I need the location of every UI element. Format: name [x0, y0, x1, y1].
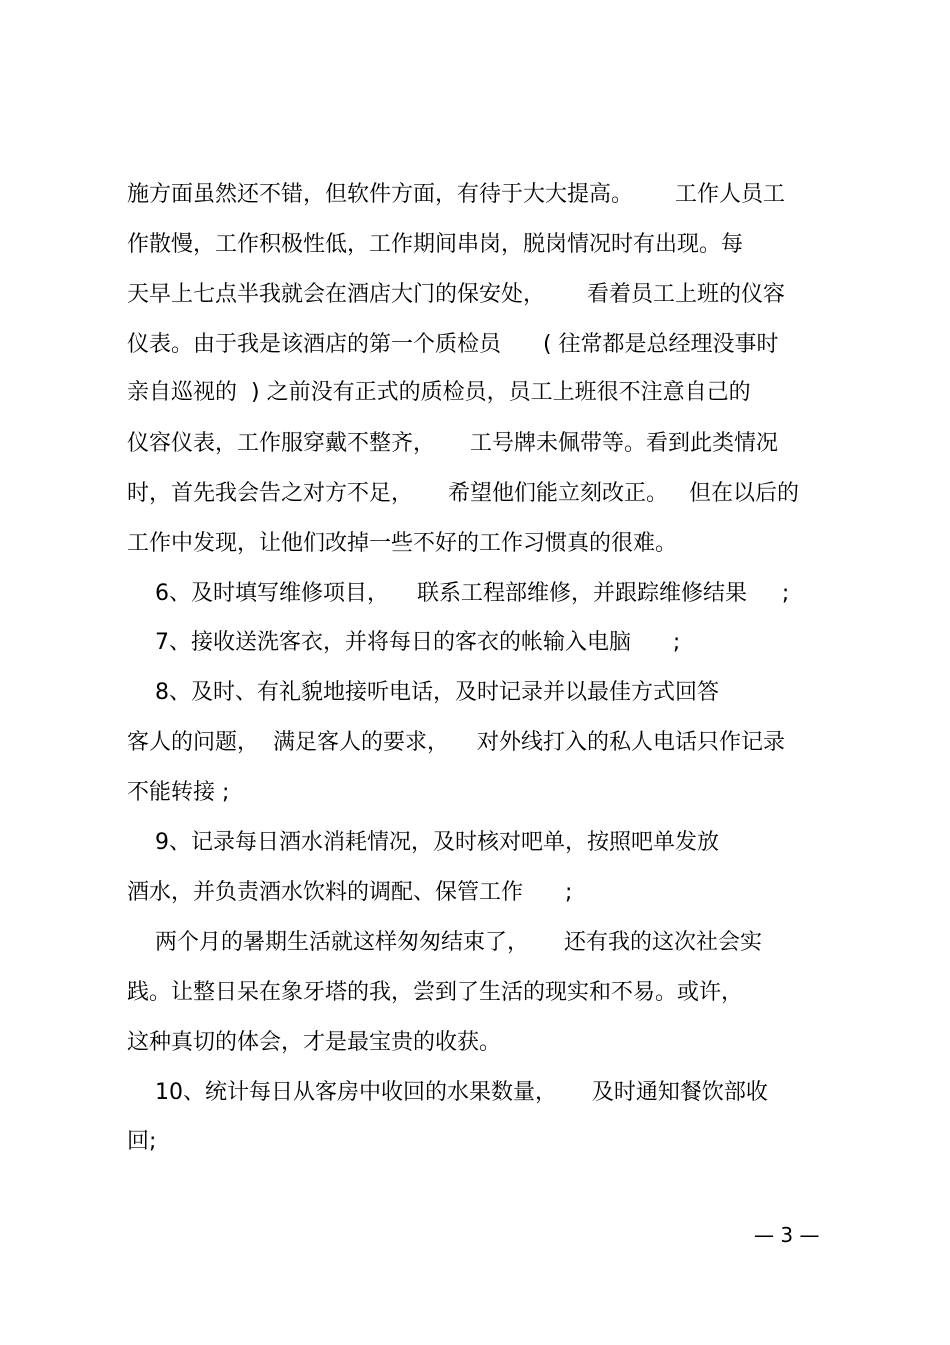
list-item-8: 8、及时、有礼貌地接听电话，及时记录并以最佳方式回答 — [127, 680, 719, 705]
body-text-line: 践。让整日呆在象牙塔的我，尝到了生活的现实和不易。或许， — [127, 980, 744, 1005]
paragraph-line: 两个月的暑期生活就这样匆匆结束了， 还有我的这次社会实 — [127, 930, 762, 955]
body-text-line: 作散慢，工作积极性低，工作期间串岗，脱岗情况时有出现。每 — [127, 232, 744, 257]
body-text-line: 客人的问题， 满足客人的要求， 对外线打入的私人电话只作记录 — [127, 730, 785, 755]
list-item-7: 7、接收送洗客衣，并将每日的客衣的帐输入电脑 ; — [127, 630, 681, 655]
body-text-line: 仪容仪表，工作服穿戴不整齐， 工号牌未佩带等。看到此类情况 — [127, 431, 778, 456]
body-text-line: 酒水，并负责酒水饮料的调配、保管工作 ; — [127, 880, 573, 905]
body-text-line: 施方面虽然还不错，但软件方面，有待于大大提高。 工作人员工 — [127, 182, 785, 207]
list-item-9: 9、记录每日酒水消耗情况，及时核对吧单，按照吧单发放 — [127, 830, 719, 855]
list-item-6: 6、及时填写维修项目， 联系工程部维修，并跟踪维修结果 ; — [127, 581, 790, 606]
body-text-line: 这种真切的体会，才是最宝贵的收获。 — [127, 1030, 502, 1055]
page-number: — 3 — — [754, 1223, 820, 1247]
body-text-line: 天早上七点半我就会在酒店大门的保安处， 看着员工上班的仪容 — [127, 282, 785, 307]
body-text-line: 仪表。由于我是该酒店的第一个质检员 ( 往常都是总经理没事时 — [127, 332, 779, 357]
body-text-line: 回; — [127, 1129, 157, 1154]
list-item-10: 10、统计每日从客房中收回的水果数量， 及时通知餐饮部收 — [127, 1080, 768, 1105]
body-text-line: 工作中发现，让他们改掉一些不好的工作习惯真的很难。 — [127, 531, 678, 556]
body-text-line: 不能转接 ; — [127, 780, 230, 805]
body-text-line: 时，首先我会告之对方不足， 希望他们能立刻改正。 但在以后的 — [127, 481, 799, 506]
body-text-line: 亲自巡视的 ) 之前没有正式的质检员，员工上班很不注意自己的 — [127, 380, 751, 405]
